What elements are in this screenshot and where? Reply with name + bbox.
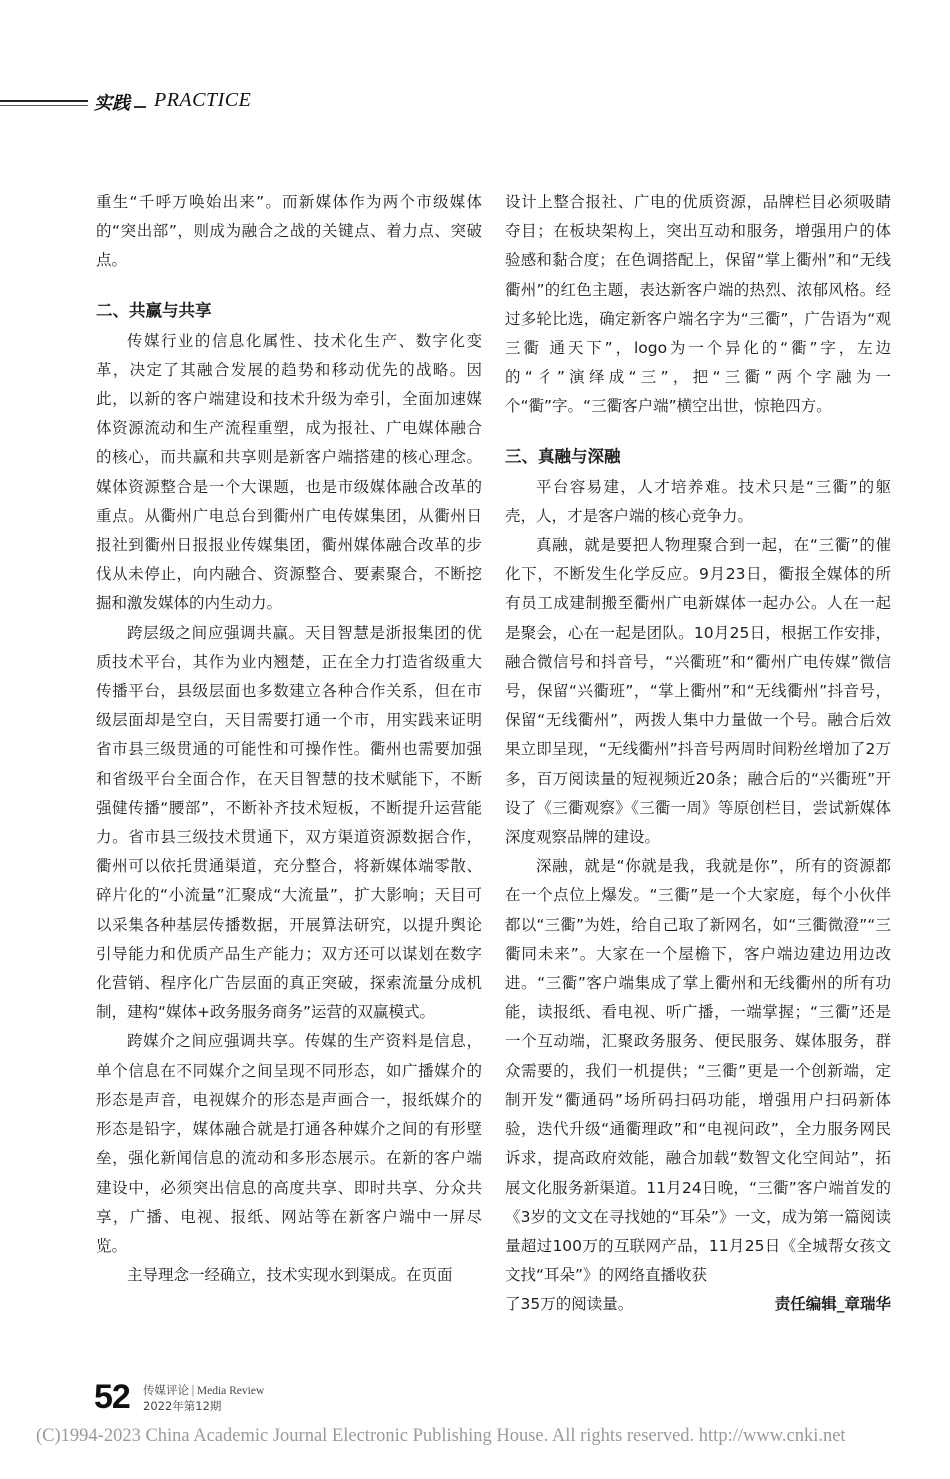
editor-credit: 责任编辑_章瑞华: [774, 1295, 891, 1314]
closing-text: 了35万的阅读量。: [505, 1295, 634, 1314]
divider: |: [191, 1383, 195, 1397]
paragraph: 平台容易建，人才培养难。技术只是“三衢”的躯壳，人，才是客户端的核心竞争力。: [505, 477, 891, 525]
issue-label: 2022年第12期: [143, 1399, 222, 1413]
right-column: [505, 188, 891, 1320]
paragraph: 深融，就是“你就是我，我就是你”，所有的资源都在一个点位上爆发。“三衢”是一个大家庭，每个小伙伴都以“三衢”为姓，给自己取了新网名，如“三衢微澄”“三衢同未来”。大家在一个屋檐下，客户端边建边用边改进。“三衢”客户端集成了掌上衢州和无线衢州的所有功能，读报纸、看电视、听广播，一端掌握；“三衢”还是一个互动端，汇聚政务服务、便民服务、媒体服务，群众需要的，我们一机提供；“三衢”更是一个创新端，定制开发“衢通码”场所码扫码功能，增强用户扫码新体验，迭代升级“通衢理政”和“电视问政”，全力服务网民诉求，提高政府效能，融合加载“数智文化空间站”，拓展文化服务新渠道。11月24日晚，“三衢”客户端首发的《3岁的文文在寻找她的“耳朵”》一文，成为第一篇阅读量超过100万的互联网产品，11月25日《全城帮女孩文文找“耳朵”》的网络直播收获: [505, 857, 891, 1285]
closing-line: [505, 1290, 891, 1319]
paragraph: 真融，就是要把人物理聚合到一起，在“三衢”的催化下，不断发生化学反应。9月23日，衢报全媒体的所有员工成建制搬至衢州广电新媒体一起办公。人在一起是聚会，心在一起是团队。10月25日，根据工作安排，融合微信号和抖音号，“兴衢班”和“衢州广电传媒”微信号，保留“兴衢班”，“掌上衢州”和“无线衢州”抖音号，保留“无线衢州”，两拨人集中力量做一个号。融合后效果立即呈现，“无线衢州”抖音号两周时间粉丝增加了2万多，百万阅读量的短视频近20条；融合后的“兴衢班”开设了《三衢观察》《三衢一周》等原创栏目，尝试新媒体深度观察品牌的建设。: [505, 536, 891, 847]
paragraph: 主导理念一经确立，技术实现水到渠成。在页面: [127, 1266, 453, 1285]
page-number: 52: [94, 1378, 130, 1416]
paragraph: 设计上整合报社、广电的优质资源，品牌栏目必须吸睛夺目；在板块架构上，突出互动和服务，增强用户的体验感和黏合度；在色调搭配上，保留“掌上衢州”和“无线衢州”的红色主题，表达新客户端的热烈、浓郁风格。经过多轮比选，确定新客户端名字为“三衢”，广告语为“观三衢 通天下”，logo为一个异化的“衢”字，左边的“彳”演绎成“三”，把“三衢”两个字融为一个“衢”字。“三衢客户端”横空出世，惊艳四方。: [505, 193, 891, 416]
magazine-name: [143, 1382, 264, 1398]
section-label: 实践: [94, 93, 130, 114]
section-label-en: PRACTICE: [154, 89, 252, 111]
paragraph: 跨媒介之间应强调共享。传媒的生产资料是信息，单个信息在不同媒介之间呈现不同形态，如广播媒介的形态是声音，电视媒介的形态是声画合一，报纸媒介的形态是铅字，媒体融合就是打通各种媒介之间的有形壁垒，强化新闻信息的流动和多形态展示。在新的客户端建设中，必须突出信息的高度共享、即时共享、分众共享，广播、电视、报纸、网站等在新客户端中一屏尽览。: [96, 1032, 482, 1255]
magazine-name-zh: 传媒评论: [143, 1383, 189, 1397]
section-heading: 三、真融与深融: [505, 446, 621, 466]
paragraph: 重生“千呼万唤始出来”。而新媒体作为两个市级媒体的“突出部”，则成为融合之战的关键点、着力点、突破点。: [96, 193, 482, 270]
copyright-watermark: (C)1994-2023 China Academic Journal Electronic Publishing House. All rights reserved. http://www.cnki.net: [36, 1426, 846, 1446]
header-rule: [0, 100, 88, 102]
paragraph: 跨层级之间应强调共赢。天目智慧是浙报集团的优质技术平台，其作为业内翘楚，正在全力打造省级重大传播平台，县级层面也多数建立各种合作关系，但在市级层面却是空白，天目需要打通一个市，用实践来证明省市县三级贯通的可能性和可操作性。衢州也需要加强和省级平台全面合作，在天目智慧的技术赋能下，不断强健传播“腰部”，不断补齐技术短板，不断提升运营能力。省市县三级技术贯通下，双方渠道资源数据合作，衢州可以依托贯通渠道，充分整合，将新媒体端零散、碎片化的“小流量”汇聚成“大流量”，扩大影响；天目可以采集各种基层传播数据，开展算法研究，以提升舆论引导能力和优质产品生产能力；双方还可以谋划在数字化营销、程序化广告层面的真正突破，探索流量分成机制，建构“媒体+政务服务商务”运营的双赢模式。: [96, 623, 482, 1022]
magazine-name-en: Media Review: [196, 1385, 265, 1397]
paragraph: 传媒行业的信息化属性、技术化生产、数字化变革，决定了其融合发展的趋势和移动优先的战略。因此，以新的客户端建设和技术升级为牵引，全面加速媒体资源流动和生产流程重塑，成为报社、广电媒体融合的核心，而共赢和共享则是新客户端搭建的核心理念。媒体资源整合是一个大课题，也是市级媒体融合改革的重点。从衢州广电总台到衢州广电传媒集团，从衢州日报社到衢州日报报业传媒集团，衢州媒体融合改革的步伐从未停止，向内融合、资源整合、要素聚合，不断挖掘和激发媒体的内生动力。: [96, 331, 482, 613]
section-separator: [134, 106, 146, 108]
section-heading: 二、共赢与共享: [96, 300, 212, 320]
left-column: [96, 188, 482, 1290]
